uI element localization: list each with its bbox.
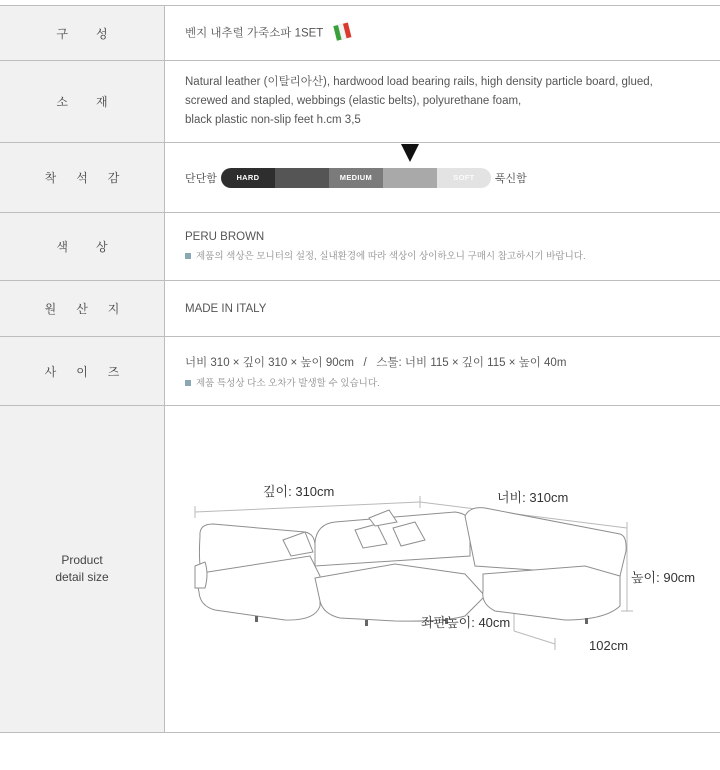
scale-left-label: 단단함 — [185, 172, 217, 185]
value-material — [165, 61, 720, 143]
material-line: black plastic non-slip feet h.cm 3,5 — [185, 114, 361, 126]
label-material: 소재 — [0, 61, 165, 143]
selected-level-pointer-icon — [401, 144, 419, 162]
value-size — [165, 337, 720, 406]
scale-seg-hard: HARD — [221, 168, 275, 188]
color-text: PERU BROWN — [185, 231, 265, 243]
value-seat-feel — [165, 143, 720, 213]
label-seat-feel: 착석감 — [0, 143, 165, 213]
label-size: 사이즈 — [0, 337, 165, 406]
scale-seg-2 — [275, 168, 329, 188]
value-composition — [165, 6, 720, 61]
scale-seg-4 — [383, 168, 437, 188]
note-bullet-icon — [185, 380, 191, 386]
sofa-right-seat — [483, 566, 620, 620]
color-note: 제품의 색상은 모니터의 설정, 실내환경에 따라 색상이 상이하오니 구매시 참고하시기 바랍니다. — [185, 248, 720, 262]
sofa-diagram — [165, 406, 719, 732]
label-detail: Product detail size — [0, 406, 165, 733]
dim-height-label: 높이: 90cm — [631, 570, 696, 585]
size-text: 너비 310 × 깊이 310 × 높이 90cm / 스툴: 너비 115 × 깊이 115 × 높이 40m — [185, 356, 567, 369]
label-composition: 구성 — [0, 6, 165, 61]
dim-depth-label: 깊이: 310cm — [263, 484, 335, 499]
row-material — [0, 61, 720, 143]
value-color — [165, 213, 720, 281]
italy-flag-icon — [332, 20, 354, 47]
seat-feel-scale — [221, 168, 491, 188]
sofa-corner-seat — [315, 564, 485, 621]
seat-feel-scale-row — [185, 168, 720, 188]
material-line: Natural leather (이탈리아산), hardwood load bearing rails, high density particle board, glued, — [185, 76, 653, 88]
dim-seat-height-label: 좌판높이: 40cm — [421, 615, 511, 630]
row-origin — [0, 281, 720, 337]
row-composition — [0, 6, 720, 61]
row-seat-feel — [0, 143, 720, 213]
label-origin: 원산지 — [0, 281, 165, 337]
value-origin — [165, 281, 720, 337]
material-line: screwed and stapled, webbings (elastic belts), polyurethane foam, — [185, 95, 522, 107]
stool-dim-line — [514, 631, 555, 644]
spec-table — [0, 5, 720, 733]
note-bullet-icon — [185, 253, 191, 259]
size-note: 제품 특성상 다소 오차가 발생할 수 있습니다. — [185, 375, 720, 389]
scale-seg-soft: SOFT — [437, 168, 491, 188]
scale-right-label: 푹신함 — [494, 172, 527, 185]
depth-dim-line — [195, 502, 420, 512]
dim-width-label: 너비: 310cm — [497, 490, 569, 505]
dim-stool-label: 102cm — [589, 638, 629, 653]
row-color — [0, 213, 720, 281]
row-size — [0, 337, 720, 406]
label-color: 색상 — [0, 213, 165, 281]
origin-text: MADE IN ITALY — [185, 302, 267, 315]
scale-seg-medium: MEDIUM — [329, 168, 383, 188]
value-detail — [165, 406, 720, 733]
composition-text: 벤지 내추럴 가죽소파 1SET — [185, 27, 324, 40]
row-detail — [0, 406, 720, 733]
